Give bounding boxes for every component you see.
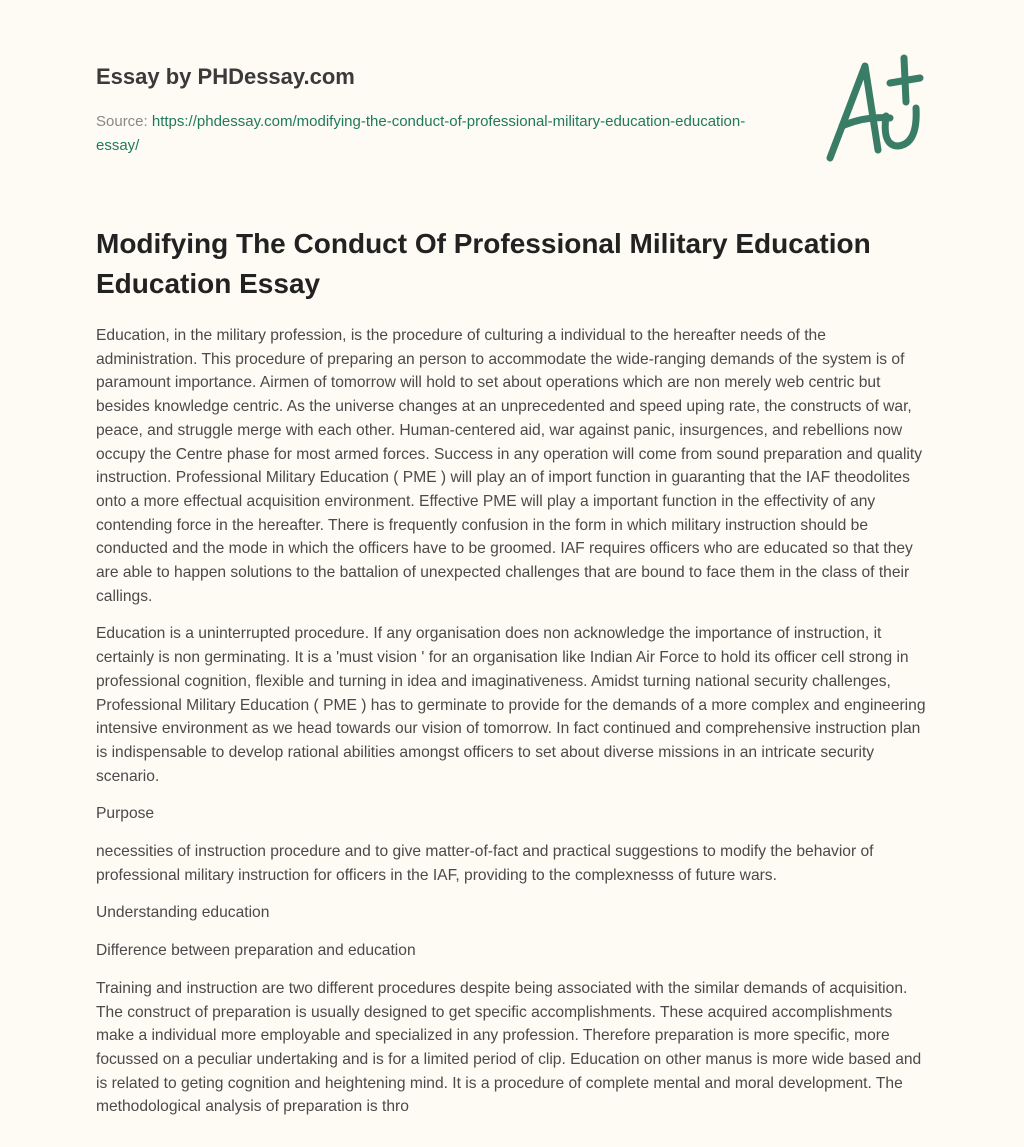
paragraph: Training and instruction are two different procedures despite being associated with the similar demands of acquisition. The construct of preparation is usually designed to get specific accomplishments. These acquired accomplishments make a individual more employable and specialized in any profession. Therefore preparation is more specific, more focussed on a peculiar undertaking and is for a limited period of clip. Education on other manus is more wide based and is related to geting cognition and heightening mind. It is a procedure of complete mental and moral development. The methodological analysis of preparation is thro [96, 979, 922, 1116]
section-heading: Understanding education [96, 904, 270, 922]
paragraph: necessities of instruction procedure and to give matter-of-fact and practical suggestions to modify the behavior of professional military instruction for officers in the IAF, providing to the complexnesss of future wars. [96, 843, 874, 884]
source-line [96, 110, 776, 158]
essay-body [96, 324, 930, 1133]
source-link[interactable]: https://phdessay.com/modifying-the-conduct-of-professional-military-education-education-essay/ [96, 113, 746, 154]
paragraph: Education, in the military profession, is the procedure of culturing a individual to the hereafter needs of the administration. This procedure of preparing an person to accommodate the wide-ranging demands of the system is of paramount importance. Airmen of tomorrow will hold to set about operations which are non merely web centric but besides knowledge centric. As the universe changes at an unprecedented and speed uping rate, the constructs of war, peace, and struggle merge with each other. Human-centered aid, war against panic, insurgences, and rebellions now occupy the Centre phase for most armed forces. Success in any operation will come from sound preparation and quality instruction. Professional Military Education ( PME ) will play an of import function in guaranting that the IAF theodolites onto a more effectual acquisition environment. Effective PME will play a important function in the effectivity of any contending force in the hereafter. There is frequently confusion in the form in which military instruction should be conducted and the mode in which the officers have to be groomed. IAF requires officers who are educated so that they are able to happen solutions to the battalion of unexpected challenges that are bound to face them in the class of their callings. [96, 327, 923, 605]
paragraph: Education is a uninterrupted procedure. If any organisation does non acknowledge the importance of instruction, it certainly is non germinating. It is a 'must vision ' for an organisation like Indian Air Force to hold its officer cell strong in professional cognition, flexible and turning in idea and imaginativeness. Amidst turning national security challenges, Professional Military Education ( PME ) has to germinate to provide for the demands of a more complex and engineering intensive environment as we head towards our vision of tomorrow. In fact continued and comprehensive instruction plan is indispensable to develop rational abilities amongst officers to set about diverse missions in an intricate security scenario. [96, 625, 926, 785]
section-heading: Difference between preparation and education [96, 942, 416, 960]
a-plus-logo-icon [820, 38, 930, 168]
section-heading: Purpose [96, 805, 155, 823]
page-title: Modifying The Conduct Of Professional Military Education Education Essay [96, 228, 871, 299]
site-title: Essay by PHDessay.com [96, 64, 355, 89]
source-label: Source: [96, 113, 152, 130]
